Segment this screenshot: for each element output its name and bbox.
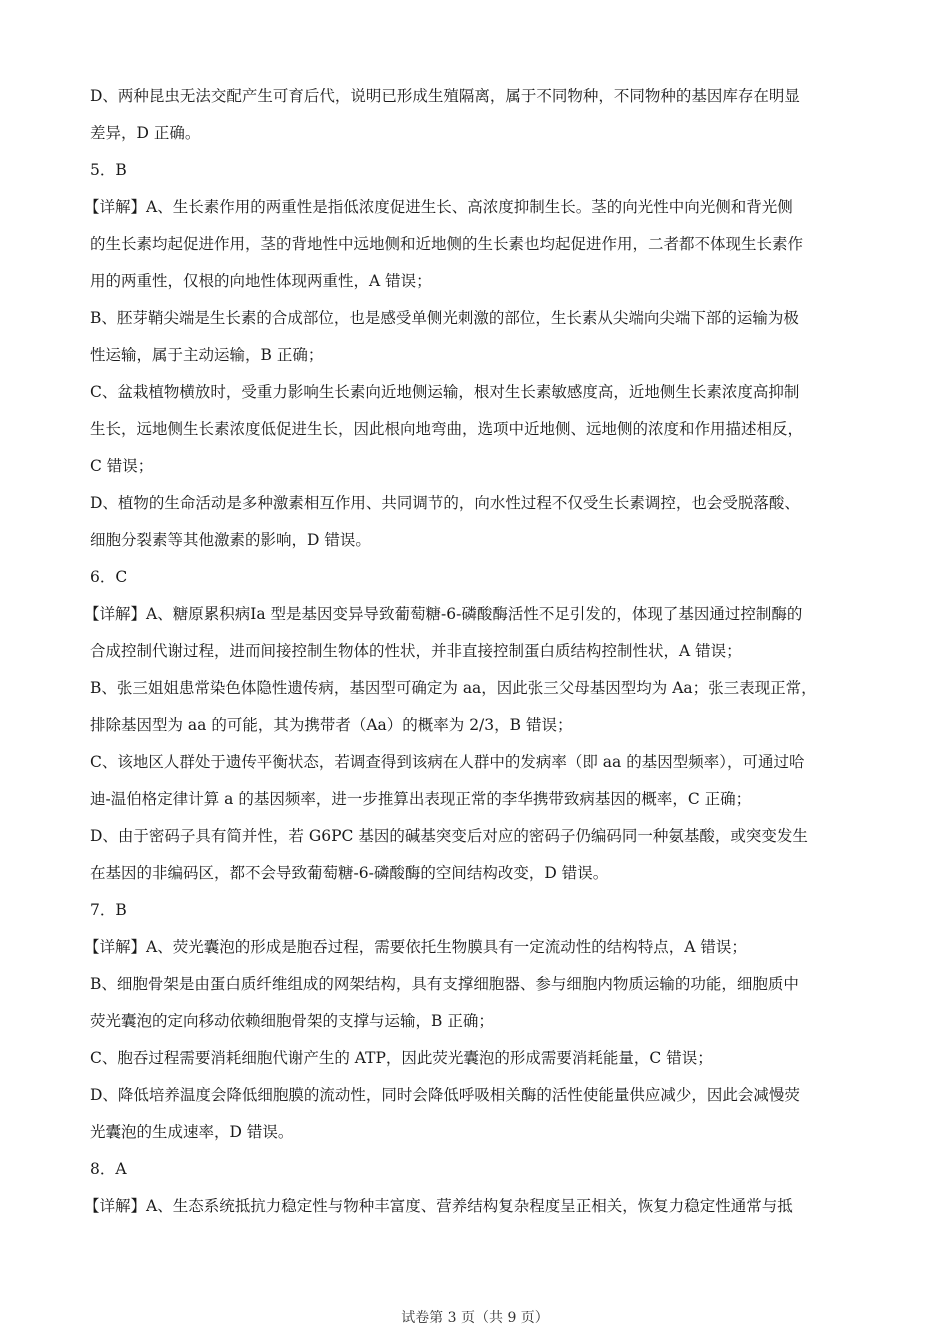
question-number: 6．C xyxy=(90,568,128,586)
text-line: B、胚芽鞘尖端是生长素的合成部位，也是感受单侧光刺激的部位，生长素从尖端向尖端下部的运输为极 xyxy=(90,309,799,327)
text-line: D、降低培养温度会降低细胞膜的流动性，同时会降低呼吸相关酶的活性使能量供应减少，因此会减慢荧 xyxy=(90,1086,800,1104)
detail-paragraph-start: 【详解】A、糖原累积病Ia 型是基因变异导致葡萄糖-6-磷酸酶活性不足引发的，体现了基因通过控制酶的 xyxy=(84,605,803,623)
question-number: 5．B xyxy=(90,161,127,179)
detail-paragraph-start: 【详解】A、生态系统抵抗力稳定性与物种丰富度、营养结构复杂程度呈正相关，恢复力稳定性通常与抵 xyxy=(84,1197,793,1215)
text-line: D、两种昆虫无法交配产生可育后代，说明已形成生殖隔离，属于不同物种，不同物种的基因库存在明显 xyxy=(90,87,800,105)
text-line: 差异，D 正确。 xyxy=(90,124,201,142)
text-line: 在基因的非编码区，都不会导致葡萄糖-6-磷酸酶的空间结构改变，D 错误。 xyxy=(90,864,609,882)
text-line: C、该地区人群处于遗传平衡状态，若调查得到该病在人群中的发病率（即 aa 的基因型频率），可通过哈 xyxy=(90,753,805,771)
answer-explanations xyxy=(84,78,880,1225)
text-line: 合成控制代谢过程，进而间接控制生物体的性状，并非直接控制蛋白质结构控制性状，A 错误； xyxy=(90,642,742,660)
text-line: B、细胞骨架是由蛋白质纤维组成的网架结构，具有支撑细胞器、参与细胞内物质运输的功能，细胞质中 xyxy=(90,975,799,993)
text-line: 生长，远地侧生长素浓度低促进生长，因此根向地弯曲，选项中近地侧、远地侧的浓度和作用描述相反， xyxy=(90,420,804,438)
text-line: C 错误； xyxy=(90,457,154,475)
text-line: 排除基因型为 aa 的可能，其为携带者（Aa）的概率为 2/3，B 错误； xyxy=(90,716,573,734)
text-line: 的生长素均起促进作用，茎的背地性中远地侧和近地侧的生长素也均起促进作用，二者都不体现生长素作 xyxy=(90,235,804,253)
text-line: 荧光囊泡的定向移动依赖细胞骨架的支撑与运输，B 正确； xyxy=(90,1012,494,1030)
page-footer: 试卷第 3 页（共 9 页） xyxy=(401,1310,549,1326)
text-line: D、由于密码子具有简并性，若 G6PC 基因的碱基突变后对应的密码子仍编码同一种氨基酸，或突变发生 xyxy=(90,827,808,845)
text-line: 细胞分裂素等其他激素的影响，D 错误。 xyxy=(90,531,371,549)
text-line: 光囊泡的生成速率，D 错误。 xyxy=(90,1123,294,1141)
question-number: 7．B xyxy=(90,901,127,919)
question-number: 8．A xyxy=(90,1160,127,1178)
detail-paragraph-start: 【详解】A、荧光囊泡的形成是胞吞过程，需要依托生物膜具有一定流动性的结构特点，A 错误； xyxy=(84,938,747,956)
text-line: C、盆栽植物横放时，受重力影响生长素向近地侧运输，根对生长素敏感度高，近地侧生长素浓度高抑制 xyxy=(90,383,800,401)
text-line: 迪-温伯格定律计算 a 的基因频率，进一步推算出表现正常的李华携带致病基因的概率，C 正确； xyxy=(90,790,752,808)
detail-paragraph-start: 【详解】A、生长素作用的两重性是指低浓度促进生长、高浓度抑制生长。茎的向光性中向光侧和背光侧 xyxy=(84,198,793,216)
text-line: C、胞吞过程需要消耗细胞代谢产生的 ATP，因此荧光囊泡的形成需要消耗能量，C 错误； xyxy=(90,1049,713,1067)
text-line: D、植物的生命活动是多种激素相互作用、共同调节的，向水性过程不仅受生长素调控，也会受脱落酸、 xyxy=(90,494,800,512)
text-line: B、张三姐姐患常染色体隐性遗传病，基因型可确定为 aa，因此张三父母基因型均为 Aa；张三表现正常， xyxy=(90,679,817,697)
text-line: 用的两重性，仅根的向地性体现两重性，A 错误； xyxy=(90,272,432,290)
text-line: 性运输，属于主动运输，B 正确； xyxy=(90,346,324,364)
